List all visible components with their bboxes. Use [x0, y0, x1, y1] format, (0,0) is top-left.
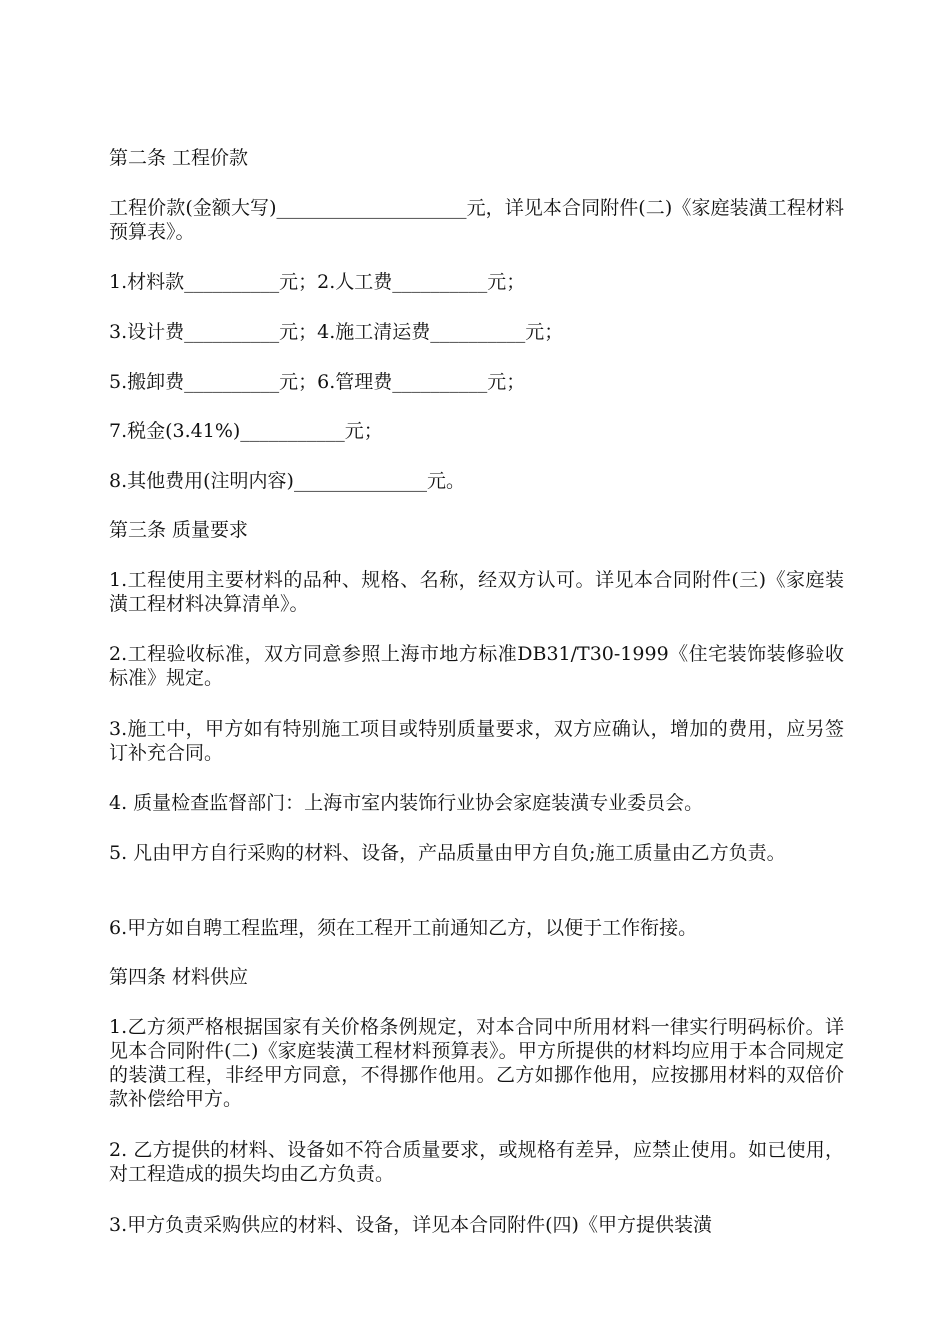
paragraph-quality-5: 5. 凡由甲方自行采购的材料、设备，产品质量由甲方自负;施工质量由乙方负责。	[109, 842, 786, 864]
heading-article-2: 第二条 工程价款	[109, 147, 249, 169]
paragraph-material-1: 1.乙方须严格根据国家有关价格条例规定，对本合同中所用材料一律实行明码标价。详见本合同附件(二)《家庭装潢工程材料预算表》。甲方所提供的材料均应用于本合同规定的装潢工程，非经甲方同意，不得挪作他用。乙方如挪作他用，应按挪用材料的双倍价款补偿给甲方。	[109, 1016, 844, 1110]
paragraph-fee-8: 8.其他费用(注明内容)______________元。	[109, 470, 465, 492]
paragraph-quality-6: 6.甲方如自聘工程监理，须在工程开工前通知乙方，以便于工作衔接。	[109, 917, 698, 939]
paragraph-quality-3: 3.施工中，甲方如有特别施工项目或特别质量要求，双方应确认，增加的费用，应另签订补充合同。	[109, 718, 844, 764]
paragraph-project-price: 工程价款(金额大写)____________________元，详见本合同附件(二)《家庭装潢工程材料预算表》。	[109, 197, 844, 243]
paragraph-material-3: 3.甲方负责采购供应的材料、设备，详见本合同附件(四)《甲方提供装潢	[109, 1214, 712, 1236]
paragraph-fee-5-6: 5.搬卸费__________元；6.管理费__________元；	[109, 371, 526, 393]
paragraph-fee-7: 7.税金(3.41%)___________元；	[109, 420, 383, 442]
heading-article-4: 第四条 材料供应	[109, 966, 249, 988]
paragraph-quality-2: 2.工程验收标准，双方同意参照上海市地方标准DB31/T30-1999《住宅装饰装修验收标准》规定。	[109, 643, 844, 689]
heading-article-3: 第三条 质量要求	[109, 519, 249, 541]
paragraph-quality-1: 1.工程使用主要材料的品种、规格、名称，经双方认可。详见本合同附件(三)《家庭装潢工程材料决算清单》。	[109, 569, 844, 615]
paragraph-quality-4: 4. 质量检查监督部门：上海市室内装饰行业协会家庭装潢专业委员会。	[109, 792, 704, 814]
paragraph-material-2: 2. 乙方提供的材料、设备如不符合质量要求，或规格有差异，应禁止使用。如已使用，对工程造成的损失均由乙方负责。	[109, 1139, 844, 1185]
paragraph-fee-1-2: 1.材料款__________元；2.人工费__________元；	[109, 271, 526, 293]
paragraph-fee-3-4: 3.设计费__________元；4.施工清运费__________元；	[109, 321, 564, 343]
